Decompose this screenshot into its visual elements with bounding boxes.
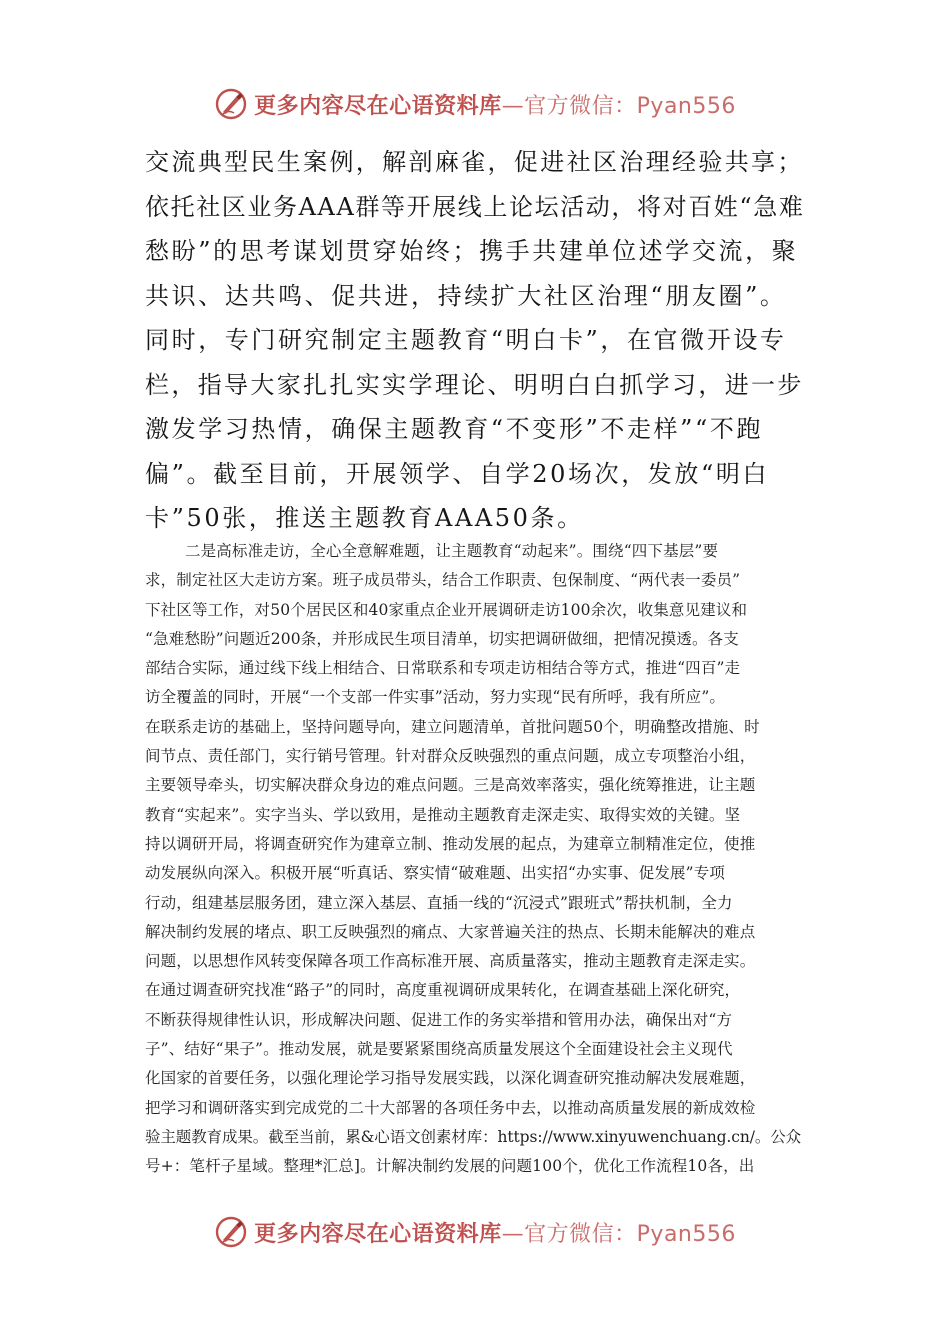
large-line: 偏”。截至目前，开展领学、自学20场次，发放“明白 bbox=[145, 459, 770, 488]
body-line: 号+：笔杆子星域。整理*汇总]。计解决制约发展的问题100个，优化工作流程10各，出 bbox=[145, 1157, 755, 1176]
body-line: 子”、结好“果子”。推动发展，就是要紧紧围绕高质量发展这个全面建设社会主义现代 bbox=[145, 1040, 733, 1059]
watermark-site-text: 更多内容尽在心语资料库 bbox=[254, 93, 502, 119]
watermark-site-text: 更多内容尽在心语资料库 bbox=[254, 1221, 502, 1247]
pen-circle-logo-icon bbox=[214, 1215, 248, 1249]
body-line: 动发展纵向深入。积极开展“听真话、察实情“破难题、出实招“办实事、促发展”专项 bbox=[145, 864, 726, 883]
body-line: 访全覆盖的同时，开展“一个支部一件实事”活动，努力实现“民有所呼，我有所应”。 bbox=[145, 688, 726, 707]
body-line: 把学习和调研落实到完成党的二十大部署的各项任务中去，以推动高质量发展的新成效检 bbox=[145, 1098, 756, 1117]
large-line: 愁盼”的思考谋划贯穿始终；携手共建单位述学交流，聚 bbox=[145, 237, 799, 265]
body-line: 验主题教育成果。截至当前，累&心语文创素材库：https://www.xinyuwenchuang.cn/。公众 bbox=[145, 1127, 802, 1146]
body-line: 不断获得规律性认识，形成解决问题、促进工作的务实举措和管用办法，确保出对“方 bbox=[145, 1010, 733, 1029]
watermark-dash: — bbox=[501, 1221, 525, 1247]
body-line: 部结合实际，通过线下线上相结合、日常联系和专项走访相结合等方式，推进“四百”走 bbox=[145, 659, 741, 678]
header-watermark bbox=[0, 84, 950, 124]
large-line: 卡”50张，推送主题教育AAA50条。 bbox=[145, 504, 584, 532]
large-line: 栏，指导大家扎扎实实学理论、明明白白抓学习，进一步 bbox=[145, 370, 804, 399]
body-line: 行动，组建基层服务团，建立深入基层、直插一线的“沉浸式”跟班式”帮扶机制，全力 bbox=[145, 893, 733, 912]
body-paragraph bbox=[145, 537, 810, 1182]
footer-watermark bbox=[0, 1212, 950, 1252]
pen-circle-logo-icon bbox=[214, 87, 248, 121]
large-line: 依托社区业务AAA群等开展线上论坛活动，将对百姓“急难 bbox=[145, 192, 805, 221]
body-line: “急难愁盼”问题近200条，并形成民生项目清单，切实把调研做细，把情况摸透。各支 bbox=[145, 629, 739, 648]
body-line: 求，制定社区大走访方案。班子成员带头，结合工作职责、包保制度、“两代表一委员” bbox=[145, 571, 741, 590]
large-line: 交流典型民生案例，解剖麻雀，促进社区治理经验共享； bbox=[145, 148, 804, 176]
body-line: 教育“实起来”。实字当头、学以致用，是推动主题教育走深走实、取得实效的关键。坚 bbox=[145, 805, 741, 824]
watermark-wechat-text: 官方微信：Pyan556 bbox=[524, 93, 736, 119]
watermark-text bbox=[254, 1217, 736, 1248]
large-line: 共识、达共鸣、促共进，持续扩大社区治理“朋友圈”。 bbox=[145, 281, 787, 310]
large-paragraph bbox=[145, 140, 805, 541]
body-line: 主要领导牵头，切实解决群众身边的难点问题。三是高效率落实，强化统筹推进，让主题 bbox=[145, 776, 756, 795]
body-line: 化国家的首要任务，以强化理论学习指导发展实践，以深化调查研究推动解决发展难题， bbox=[145, 1069, 756, 1088]
watermark-dash: — bbox=[501, 93, 525, 119]
body-line: 下社区等工作，对50个居民区和40家重点企业开展调研走访100余次，收集意见建议和 bbox=[145, 600, 748, 619]
large-line: 激发学习热情，确保主题教育“不变形”不走样”“不跑 bbox=[145, 415, 764, 443]
body-line: 间节点、责任部门，实行销号管理。针对群众反映强烈的重点问题，成立专项整治小组， bbox=[145, 747, 756, 766]
body-line: 解决制约发展的堵点、职工反映强烈的痛点、大家普遍关注的热点、长期未能解决的难点 bbox=[145, 922, 756, 941]
body-line: 持以调研开局，将调查研究作为建章立制、推动发展的起点，为建章立制精准定位，使推 bbox=[145, 834, 756, 853]
body-line: 在联系走访的基础上，坚持问题导向，建立问题清单，首批问题50个，明确整改措施、时 bbox=[145, 717, 760, 736]
body-line: 在通过调查研究找准“路子”的同时，高度重视调研成果转化，在调查基础上深化研究， bbox=[145, 981, 741, 1000]
body-line: 二是高标准走访，全心全意解难题，让主题教育“动起来”。围绕“四下基层”要 bbox=[185, 542, 719, 560]
watermark-wechat-text: 官方微信：Pyan556 bbox=[524, 1221, 736, 1247]
body-line: 问题，以思想作风转变保障各项工作高标准开展、高质量落实，推动主题教育走深走实。 bbox=[145, 952, 756, 971]
watermark-text bbox=[254, 89, 736, 120]
large-line: 同时，专门研究制定主题教育“明白卡”，在官微开设专 bbox=[145, 326, 787, 354]
